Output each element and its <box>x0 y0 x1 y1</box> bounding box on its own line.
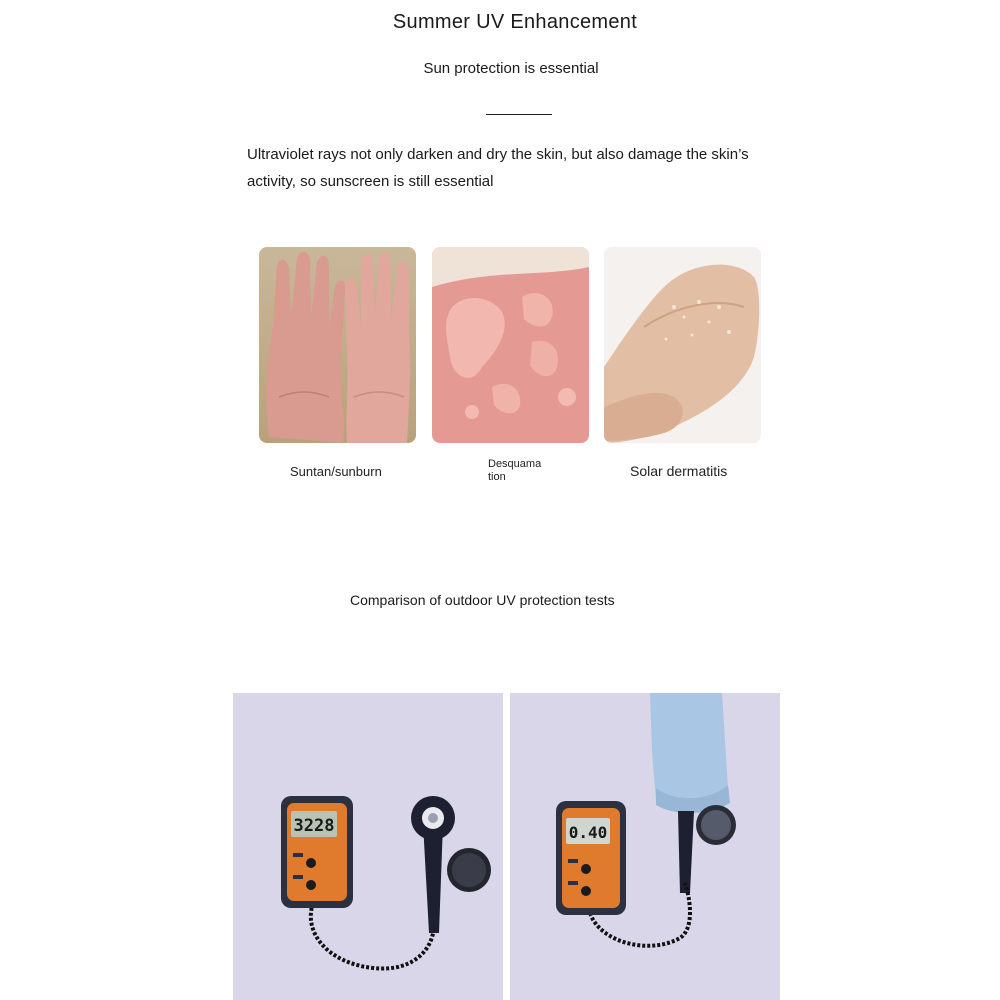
title-divider <box>486 114 552 115</box>
uv-test-unprotected-photo <box>233 693 503 1000</box>
page-title: Summer UV Enhancement <box>392 11 638 33</box>
right-meter-reading: 0.40 <box>568 823 608 842</box>
left-meter-reading: 3228 <box>293 816 335 836</box>
comparison-title: Comparison of outdoor UV protection tests <box>350 592 615 608</box>
suntan-photo <box>259 247 416 443</box>
desquamation-photo <box>432 247 589 443</box>
uv-test-protected-photo <box>510 693 780 1000</box>
page-subtitle: Sun protection is essential <box>423 60 599 77</box>
dermatitis-photo <box>604 247 761 443</box>
dermatitis-caption: Solar dermatitis <box>630 463 728 479</box>
intro-paragraph: Ultraviolet rays not only darken and dry the skin, but also damage the skin’s activity, so sunscreen is still essential <box>247 146 749 190</box>
suntan-caption: Suntan/sunburn <box>290 464 382 479</box>
desquamation-caption: Desquamation <box>488 458 542 483</box>
